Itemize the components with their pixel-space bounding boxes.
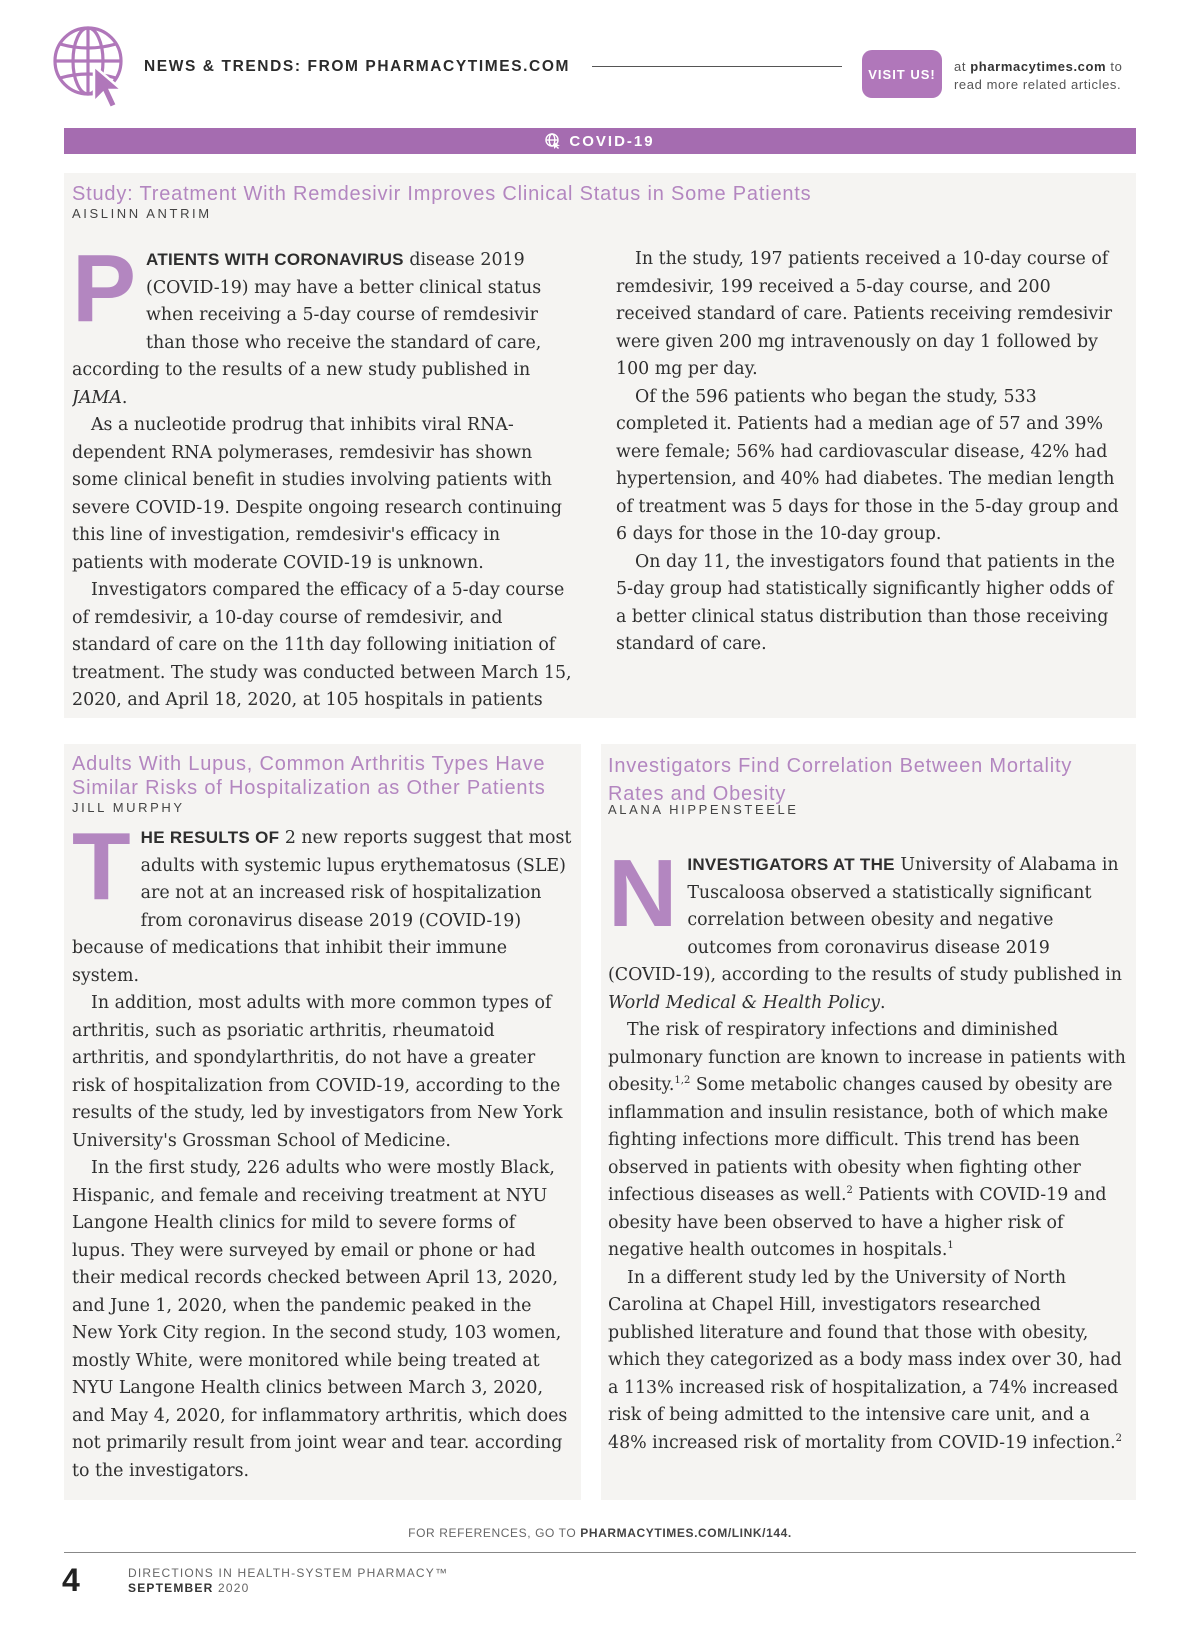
article-body: THE RESULTS OF 2 new reports suggest that most adults with systemic lupus erythematosus (SLE) are not at an increased risk of hospitalization from coronavirus disease 2019 (COVID-19) because of medications that inhibit their immune system. In addition, most adults with more common types of arthritis, such as psoriatic arthritis, rheumatoid arthritis, and spondylarthritis, do not have a greater risk of hospitalization from COVID-19, according to the results of the study, led by investigators from New York University's Grossman School of Medicine. In the first study, 226 adults who were mostly Black, Hispanic, and female and receiving treatment at NYU Langone Health clinics for mild to severe forms of lupus. They were surveyed by email or phone or had their medical records checked between April 13, 2020, and June 1, 2020, when the pandemic peaked in the New York City region. In the second study, 103 women, mostly White, were monitored while being treated at NYU Langone Health clinics between March 3, 2020, and May 4, 2020, for inflammatory arthritis, which does not primarily result from joint wear and tear. according to the investigators. xyxy=(72,824,572,1485)
section-header-title: NEWS & TRENDS: FROM PHARMACYTIMES.COM xyxy=(144,58,571,75)
header-divider xyxy=(592,66,842,67)
paragraph: In addition, most adults with more common types of arthritis, such as psoriatic arthritis, rheumatoid arthritis, and spondylarthritis, do not have a greater risk of hospitalization from COVID-19, according to the results of the study, led by investigators from New York University's Grossman School of Medicine. xyxy=(72,993,563,1151)
article-title: Study: Treatment With Remdesivir Improves Clinical Status in Some Patients xyxy=(72,183,812,205)
paragraph: In a different study led by the University of North Carolina at Chapel Hill, investigators researched published literature and found that those with obesity, which they categorized as a body mass index over 30, had a 113% increased risk of hospitalization, a 74% increased risk of being admitted to the intensive care unit, and a 48% increased risk of mortality from COVID-19 infection.$^2$ xyxy=(608,1267,1123,1453)
banner-label: COVID-19 xyxy=(569,132,655,150)
drop-cap: P xyxy=(72,246,137,342)
publication-info: DIRECTIONS IN HEALTH-SYSTEM PHARMACY™ SEPTEMBER 2020 xyxy=(128,1566,449,1595)
article-author: AISLINN ANTRIM xyxy=(72,206,212,221)
article-author: JILL MURPHY xyxy=(72,800,185,815)
article-col-left: PATIENTS WITH CORONAVIRUS disease 2019 (COVID-19) may have a better clinical status when receiving a 5-day course of remdesivir than those who receive the standard of care, according to the results of a new study published in JAMA. As a nucleotide prodrug that inhibits viral RNA-dependent RNA polymerases, remdesivir has shown some clinical benefit in studies involving patients with severe COVID-19. Despite ongoing research continuing this line of investigation, remdesivir's efficacy in patients with moderate COVID-19 is unknown. Investigators compared the efficacy of a 5-day course of remdesivir, a 10-day course of remdesivir, and standard of care on the 11th day following initiation of treatment. The study was conducted between March 15, 2020, and April 18, 2020, at 105 hospitals in patients xyxy=(72,246,576,711)
references-link[interactable]: PHARMACYTIMES.COM/LINK/144. xyxy=(580,1526,792,1540)
paragraph: Investigators compared the efficacy of a 5-day course of remdesivir, a 10-day course of remdesivir, and standard of care on the 11th day following initiation of treatment. The study was conducted between March 15, 2020, and April 18, 2020, at 105 hospitals in patients xyxy=(72,580,572,710)
page-number: 4 xyxy=(62,1562,80,1598)
globe-icon xyxy=(545,133,561,149)
visit-site-note: at pharmacytimes.com to read more related articles. xyxy=(954,59,1123,92)
visit-us-button[interactable]: VISIT US! xyxy=(862,50,942,98)
paragraph: On day 11, the investigators found that patients in the 5-day group had statistically significantly higher odds of a better clinical status distribution than those receiving standard of care. xyxy=(616,551,1115,654)
drop-cap: T xyxy=(72,813,131,920)
paragraph: In the study, 197 patients received a 10-day course of remdesivir, 199 received a 5-day course, and 200 received standard of care. Patients receiving remdesivir were given 200 mg intravenously on day 1 followed by 100 mg per day. xyxy=(616,249,1113,379)
footer-divider xyxy=(64,1552,1136,1553)
article-body: NINVESTIGATORS AT THE University of Alabama in Tuscaloosa observed a statistically significant correlation between obesity and negative outcomes from coronavirus disease 2019 (COVID-19), according to the results of study published in World Medical & Health Policy. The risk of respiratory infections and diminished pulmonary function are known to increase in patients with obesity.$^{1,2}$ Some metabolic changes caused by obesity are inflammation and insulin resistance, both of which make fighting infections more difficult. This trend has been observed in patients with obesity when fighting other infectious diseases as well.$^2$ Patients with COVID-19 and obesity have been observed to have a higher risk of negative health outcomes in hospitals.$^1$ In a different study led by the University of North Carolina at Chapel Hill, investigators researched published literature and found that those with obesity, which they categorized as a body mass index over 30, had a 113% increased risk of hospitalization, a 74% increased risk of being admitted to the intensive care unit, and a 48% increased risk of mortality from COVID-19 infection.$^2$ xyxy=(608,851,1128,1457)
references-note: FOR REFERENCES, GO TO PHARMACYTIMES.COM/LINK/144. xyxy=(408,1526,792,1540)
site-link[interactable]: pharmacytimes.com xyxy=(970,59,1107,74)
paragraph: As a nucleotide prodrug that inhibits viral RNA-dependent RNA polymerases, remdesivir has shown some clinical benefit in studies involving patients with severe COVID-19. Despite ongoing research continuing this line of investigation, remdesivir's efficacy in patients with moderate COVID-19 is unknown. xyxy=(72,415,563,573)
drop-cap: N xyxy=(608,840,678,947)
topic-banner xyxy=(64,128,1136,154)
article-col-right xyxy=(616,246,1126,659)
paragraph: Of the 596 patients who began the study, 533 completed it. Patients had a median age of 57 and 39% were female; 56% had cardiovascular disease, 42% had hypertension, and 40% had diabetes. The median length of treatment was 5 days for those in the 5-day group and 6 days for those in the 10-day group. xyxy=(616,386,1119,544)
globe-cursor-icon xyxy=(50,24,136,110)
article-author: ALANA HIPPENSTEELE xyxy=(608,802,799,817)
paragraph: The risk of respiratory infections and diminished pulmonary function are known to increase in patients with obesity.$^{1,2}$ Some metabolic changes caused by obesity are inflammation and insulin resistance, both of which make fighting infections more difficult. This trend has been observed in patients with obesity when fighting other infectious diseases as well.$^2$ Patients with COVID-19 and obesity have been observed to have a higher risk of negative health outcomes in hospitals.$^1$ xyxy=(608,1020,1126,1260)
article-title: Adults With Lupus, Common Arthritis Types Have Similar Risks of Hospitalization as Other Patients xyxy=(72,753,546,799)
article-title: Investigators Find Correlation Between Mortality Rates and Obesity xyxy=(608,755,1073,805)
paragraph: In the first study, 226 adults who were mostly Black, Hispanic, and female and receiving treatment at NYU Langone Health clinics for mild to severe forms of lupus. They were surveyed by email or phone or had their medical records checked between April 13, 2020, and June 1, 2020, when the pandemic peaked in the New York City region. In the second study, 103 women, mostly White, were monitored while being treated at NYU Langone Health clinics between March 3, 2020, and May 4, 2020, for inflammatory arthritis, which does not primarily result from joint wear and tear. according to the investigators. xyxy=(72,1158,568,1481)
